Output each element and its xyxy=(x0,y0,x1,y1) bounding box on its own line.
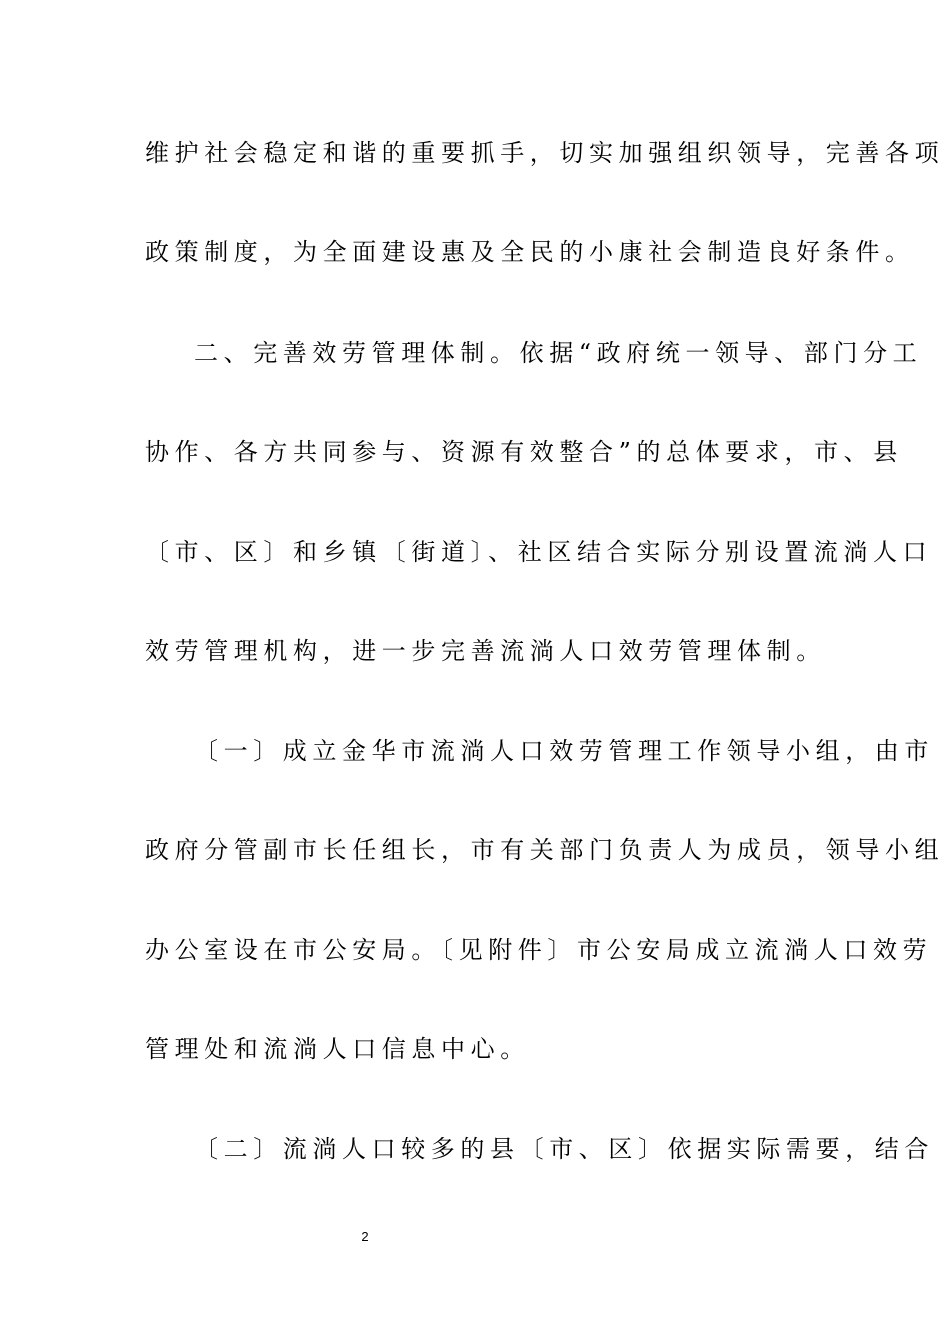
page-number: 2 xyxy=(361,1229,369,1244)
text-line-9: 办公室设在市公安局。〔见附件〕市公安局成立流淌人口效劳 xyxy=(145,936,933,964)
text-line-3: 二、完善效劳管理体制。依据“政府统一领导、部门分工 xyxy=(194,339,923,367)
text-line-8: 政府分管副市长任组长，市有关部门负责人为成员，领导小组 xyxy=(145,836,945,864)
text-line-1: 维护社会稳定和谐的重要抓手，切实加强组织领导，完善各项 xyxy=(145,139,945,167)
text-line-5: 〔市、区〕和乡镇〔街道〕、社区结合实际分别设置流淌人口 xyxy=(145,538,933,566)
text-line-7: 〔一〕成立金华市流淌人口效劳管理工作领导小组，由市 xyxy=(194,737,934,765)
text-line-2: 政策制度，为全面建设惠及全民的小康社会制造良好条件。 xyxy=(145,238,915,266)
text-line-10: 管理处和流淌人口信息中心。 xyxy=(145,1035,530,1063)
text-line-11: 〔二〕流淌人口较多的县〔市、区〕依据实际需要，结合 xyxy=(194,1135,934,1163)
text-line-4: 协作、各方共同参与、资源有效整合”的总体要求，市、县 xyxy=(145,438,903,466)
text-line-6: 效劳管理机构，进一步完善流淌人口效劳管理体制。 xyxy=(145,637,826,665)
